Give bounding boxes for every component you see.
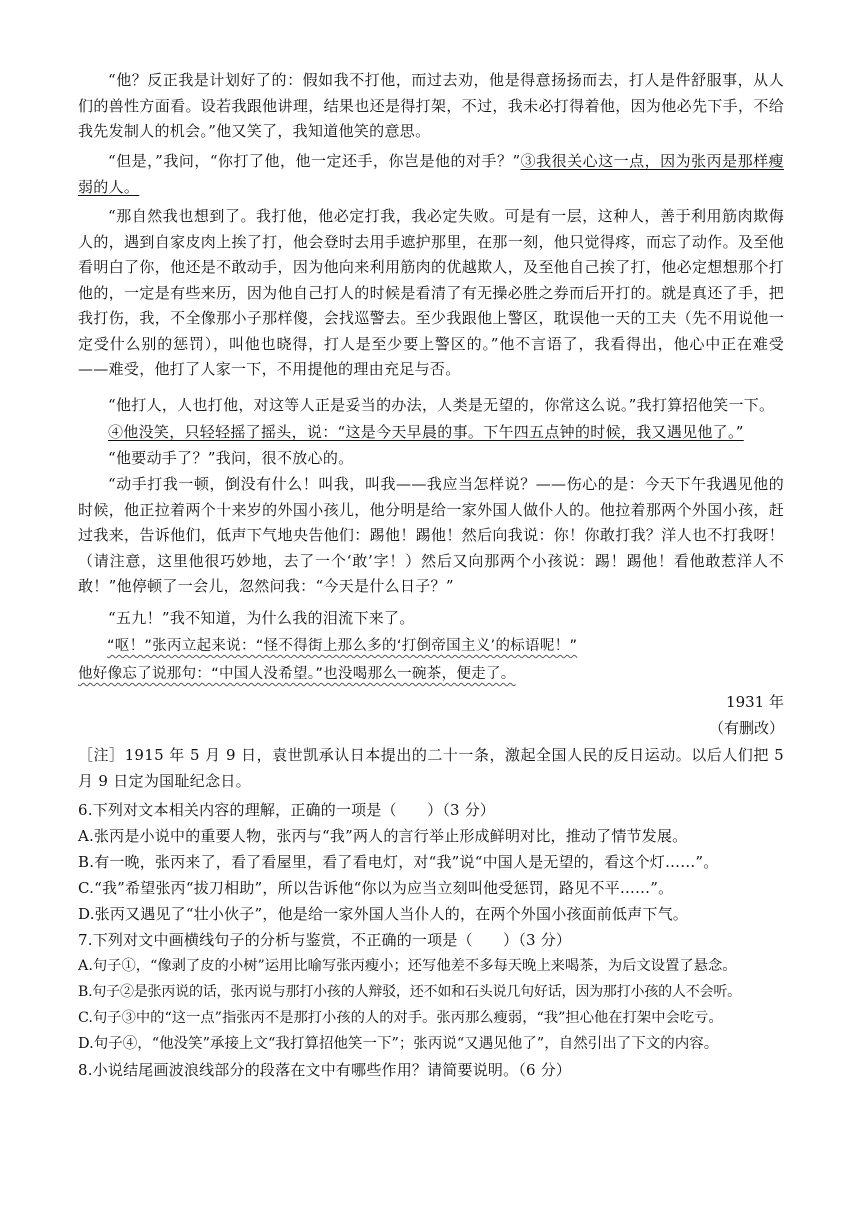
question-6-option-c: C.“我”希望张丙“拔刀相助”，所以告诉他“你以为应当立刻叫他受惩罚，路见不平……”。	[78, 879, 674, 897]
story-text: “但是，”我问，“你打了他，他一定还手，你岂是他的对手？”	[108, 152, 521, 170]
question-6-option-d: D.张丙又遇见了“壮小伙子”，他是给一家外国人当仆人的，在两个外国小孩面前低声下气。	[78, 905, 689, 923]
question-8-stem: 8.小说结尾画波浪线部分的段落在文中有哪些作用？请简要说明。（6 分）	[78, 1061, 572, 1079]
question-6-option-a: A.张丙是小说中的重要人物，张丙与“我”两人的言行举止形成鲜明对比，推动了情节发展。	[78, 827, 688, 845]
question-7-option-a: A.句子①，“像剥了皮的小树”运用比喻写张丙瘦小；还写他差不多每天晚上来喝茶，为后文设置了悬念。	[78, 958, 737, 974]
question-7-option-d: D.句子④，“他没笑”承接上文“我打算招他笑一下”；张丙说“又遇见他了”，自然引出了下文的内容。	[78, 1036, 719, 1052]
wavy-underlined-text: “呕！”张丙立起来说：“怪不得街上那么多的‘打倒帝国主义’的标语呢！”	[107, 638, 578, 654]
story-paragraph	[78, 149, 784, 200]
edited-note: （有删改）	[708, 719, 784, 737]
story-paragraph: “那自然我也想到了。我打他，他必定打我，我必定失败。可是有一层，这种人，善于利用筋肉欺侮人的，遇到自家皮肉上挨了打，他会登时去用手遮护那里，在那一刻，他只觉得疼，而忘了动作。及至他看明白了你，他还是不敢动手，因为他向来利用筋肉的优越欺人，及至他自己挨了打，他必定想想那个打他的，一定是有些来历，因为他自己打人的时候是看清了有无操必胜之券而后开打的。就是真还了手，把我打伤，我，不全像那小子那样傻，会找巡警去。至少我跟他上警区，耽误他一天的工夫（先不用说他一定受什么别的惩罚），叫他也晓得，打人是至少要上警区的。”他不言语了，我看得出，他心中正在难受——难受，他打了人家一下，不用提他的理由充足与否。	[78, 207, 784, 378]
underlined-sentence-4: ④他没笑，只轻轻摇了摇头，说：“这是今天早晨的事。下午四五点钟的时候，我又遇见他了。”	[108, 423, 744, 441]
story-paragraph: “他打人，人也打他，对这等人正是妥当的办法，人类是无望的，你常这么说。”我打算招他笑一下。	[108, 396, 775, 414]
story-paragraph: “他？反正我是计划好了的：假如我不打他，而过去劝，他是得意扬扬而去，打人是件舒服事，从人们的兽性方面看。设若我跟他讲理，结果也还是得打架，不过，我未必打得着他，因为他必先下手，不给我先发制人的机会。”他又笑了，我知道他笑的意思。	[78, 71, 784, 140]
story-paragraph	[78, 634, 784, 660]
publication-year: 1931 年	[726, 693, 784, 711]
story-paragraph	[78, 662, 784, 688]
story-paragraph	[78, 420, 784, 446]
question-7-option-b: B.句子②是张丙说的话，张丙说与那打小孩的人辩驳，还不如和石头说几句好话，因为那打小孩的人不会听。	[78, 984, 741, 1000]
story-paragraph: “他要动手了？”我问，很不放心的。	[108, 449, 354, 467]
footnote: ［注］1915 年 5 月 9 日，袁世凯承认日本提出的二十一条，激起全国人民的反日运动。以后人们把 5 月 9 日定为国耻纪念日。	[78, 746, 784, 790]
question-6-option-b: B.有一晚，张丙来了，看了看屋里，看了看电灯，对“我”说“中国人是无望的，看这个灯……”。	[78, 853, 719, 871]
underlined-sentence-3: ③我很关心这一点，因为张丙是那样瘦弱的人。	[78, 152, 784, 196]
question-7-stem: 7.下列对文中画横线句子的分析与鉴赏，不正确的一项是（ ）（3 分）	[78, 931, 572, 949]
story-paragraph: “动手打我一顿，倒没有什么！叫我，叫我——我应当怎样说？——伤心的是：今天下午我遇见他的时候，他正拉着两个十来岁的外国小孩儿，他分明是给一家外国人做仆人的。他拉着那两个外国小孩，赶过我来，告诉他们，低声下气地央告他们：踢他！踢他！然后向我说：你！你敢打我？洋人也不打我呀！（请注意，这里他很巧妙地，去了一个‘敢’字！）然后又向那两个小孩说：踢！踢他！看他敢惹洋人不敢！”他停顿了一会儿，忽然问我：“今天是什么日子？”	[78, 475, 784, 595]
story-paragraph: “五九！”我不知道，为什么我的泪流下来了。	[108, 609, 415, 627]
question-6-stem: 6.下列对文本相关内容的理解，正确的一项是（ ）（3 分）	[78, 801, 496, 819]
wavy-underlined-text: 他好像忘了说那句：“中国人没希望。”也没喝那么一碗茶，便走了。	[78, 666, 516, 682]
question-7-option-c: C.句子③中的“这一点”指张丙不是那打小孩的人的对手。张丙那么瘦弱，“我”担心他在打架中会吃亏。	[78, 1010, 723, 1026]
